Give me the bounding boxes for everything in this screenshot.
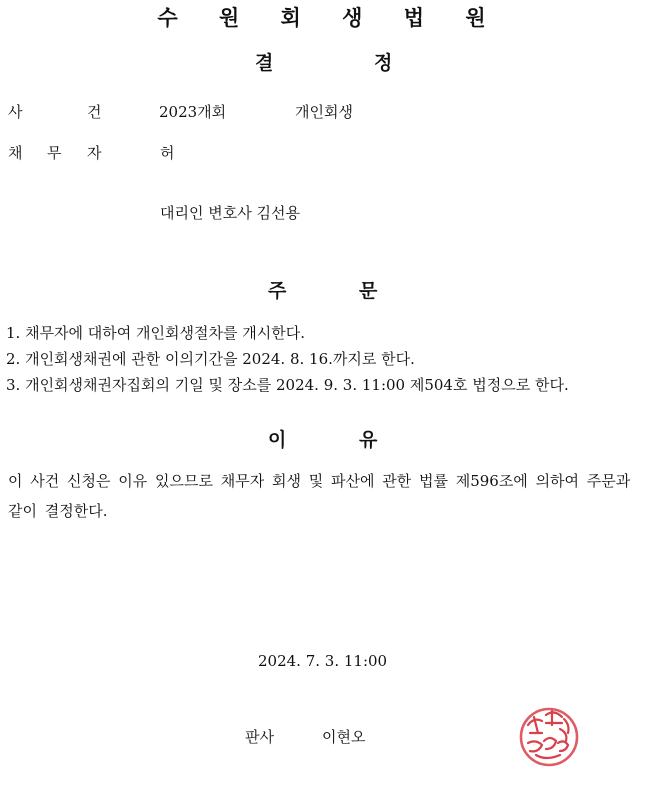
order-item-2: 2. 개인회생채권에 관한 이의기간을 2024. 8. 16.까지로 한다. bbox=[6, 350, 415, 368]
order-heading-1: 주 bbox=[268, 280, 287, 302]
reason-heading-1: 이 bbox=[268, 429, 287, 451]
case-type: 개인회생 bbox=[295, 103, 353, 121]
order-heading-2: 문 bbox=[359, 280, 378, 302]
case-number: 2023개회 bbox=[159, 103, 227, 121]
court-name: 수 원 회 생 법 원 bbox=[157, 6, 503, 30]
judge-name: 이현오 bbox=[322, 728, 366, 746]
reason-heading-2: 유 bbox=[359, 429, 378, 451]
reason-text: 이 사건 신청은 이유 있으므로 채무자 회생 및 파산에 관한 법률 제596조에 의하여 주문과 같이 결정한다. bbox=[8, 472, 631, 520]
decision-title-1: 결 bbox=[255, 52, 274, 74]
court-seal-icon bbox=[516, 703, 582, 769]
debtor-name: 허 bbox=[160, 144, 175, 162]
order-item-3: 3. 개인회생채권자집회의 기일 및 장소를 2024. 9. 3. 11:00 제504호 법정으로 한다. bbox=[6, 376, 569, 394]
order-item-1: 1. 채무자에 대하여 개인회생절차를 개시한다. bbox=[6, 324, 305, 342]
representative: 대리인 변호사 김선용 bbox=[160, 204, 300, 222]
decision-title-2: 정 bbox=[374, 52, 393, 74]
judge-title: 판사 bbox=[245, 728, 274, 746]
decision-date: 2024. 7. 3. 11:00 bbox=[258, 652, 388, 670]
